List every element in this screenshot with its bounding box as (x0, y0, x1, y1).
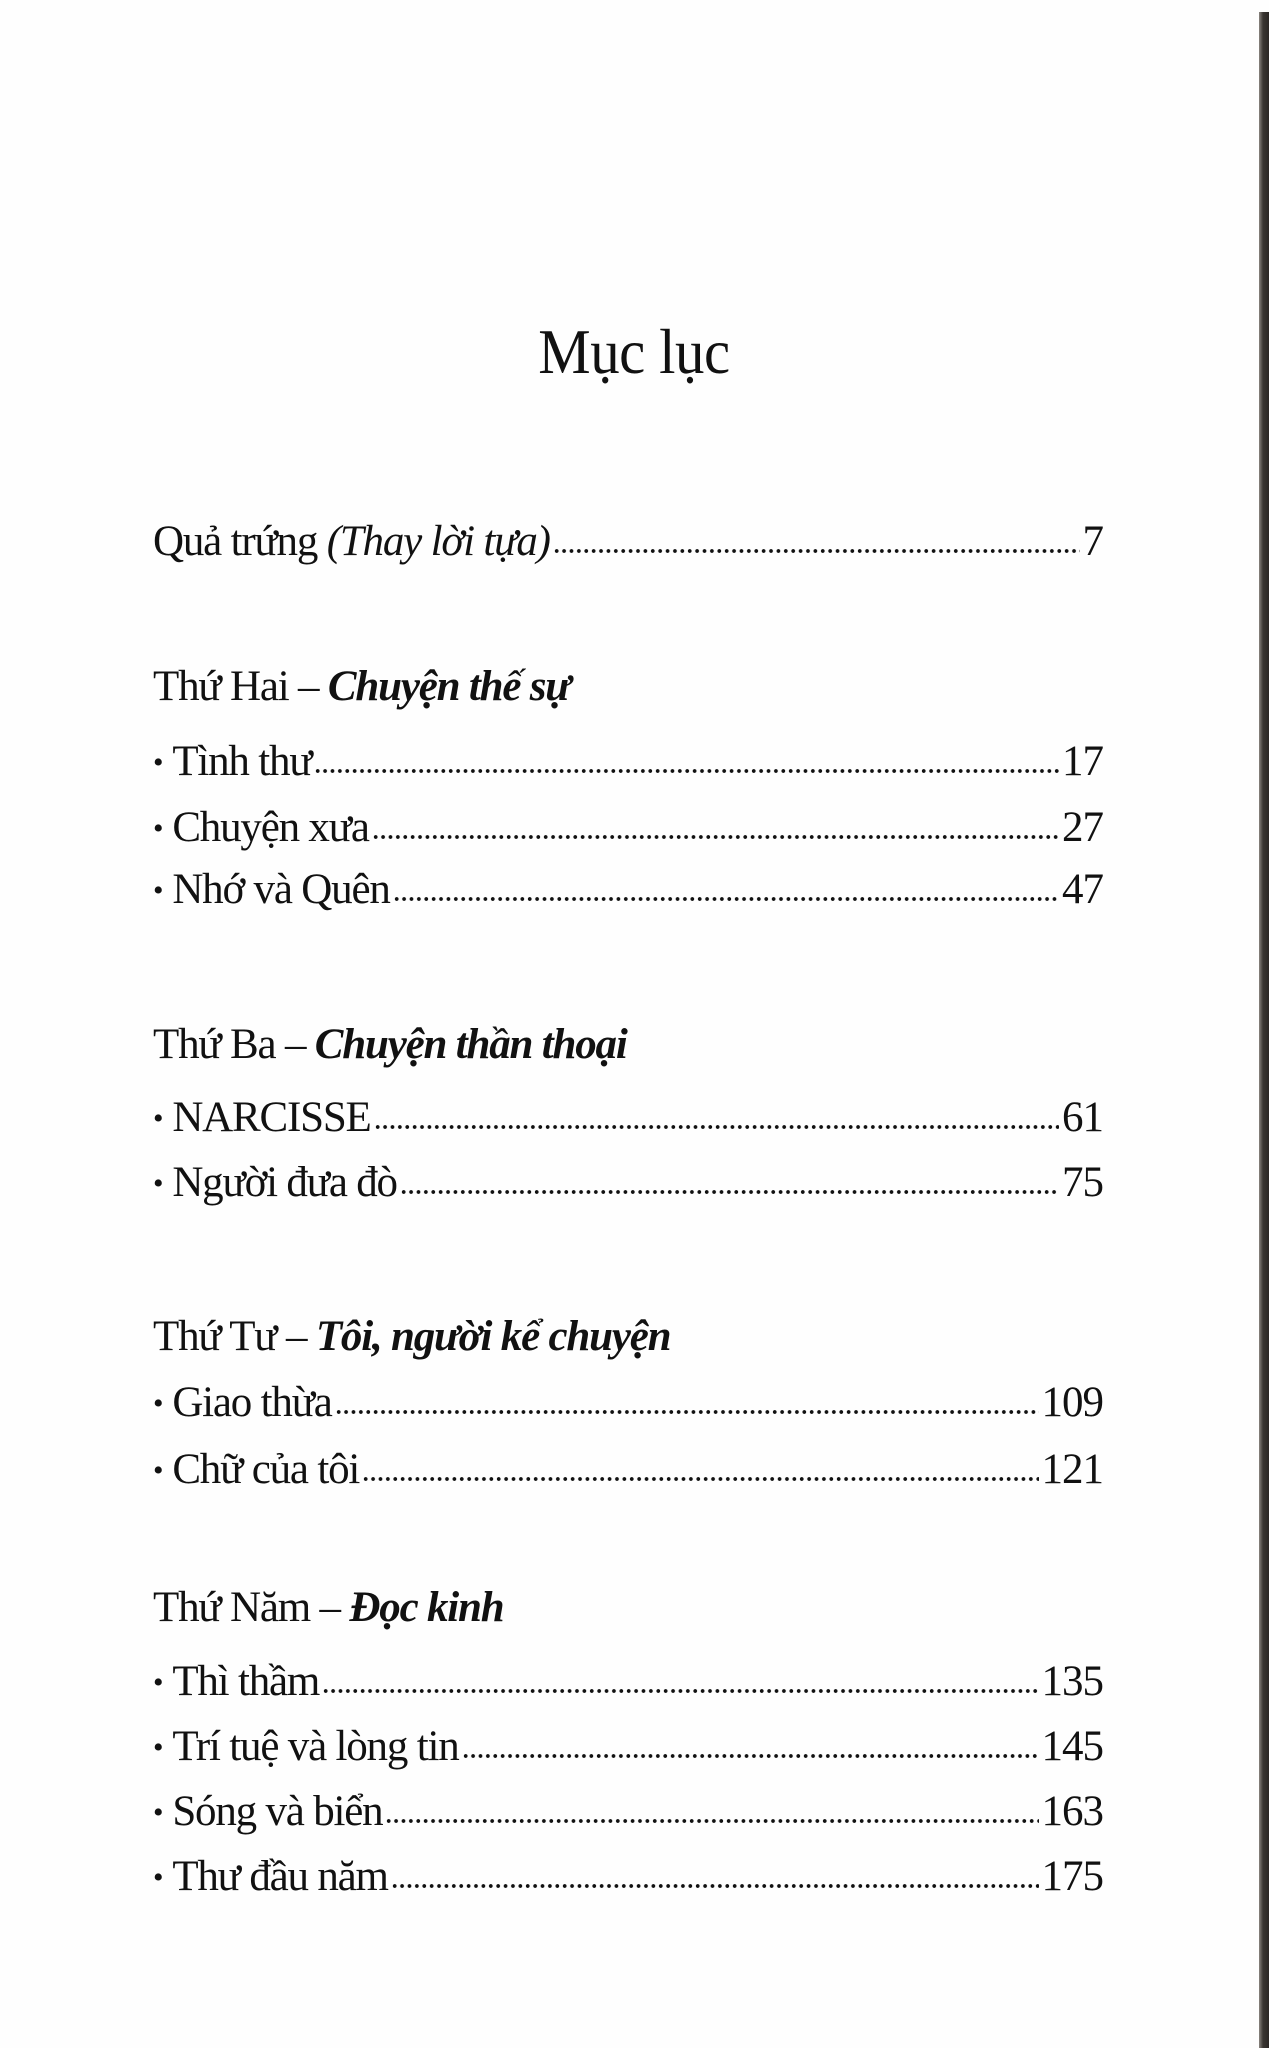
toc-entry-label: • Sóng và biển (153, 1786, 382, 1842)
toc-page-number: 121 (1041, 1446, 1103, 1493)
toc-page-number: 7 (1082, 518, 1103, 565)
section-heading-thu-hai: Thứ Hai – Chuyện thế sự (153, 663, 570, 710)
toc-entry-label: • Thì thầm (153, 1656, 319, 1712)
dot-leader (462, 1754, 1039, 1758)
bullet-icon: • (153, 1666, 163, 1699)
toc-entry-label: • Tình thư (153, 736, 311, 792)
page-edge-shadow (1259, 12, 1269, 2048)
toc-entry[interactable] (153, 1377, 1103, 1429)
toc-page-number: 109 (1041, 1379, 1103, 1426)
bullet-icon: • (153, 1796, 163, 1829)
dot-leader (400, 1190, 1059, 1194)
toc-entry[interactable] (153, 1656, 1103, 1708)
dot-leader (314, 769, 1059, 773)
dot-leader (393, 897, 1059, 901)
page-title: Mục lục (538, 316, 730, 387)
toc-entry[interactable] (153, 802, 1103, 854)
toc-page-number: 75 (1062, 1159, 1103, 1206)
toc-entry-label: Quả trứng (Thay lời tựa) (153, 518, 550, 565)
toc-entry-label: • Thư đầu năm (153, 1851, 388, 1907)
dot-leader (385, 1819, 1038, 1823)
bullet-icon: • (153, 1102, 163, 1135)
bullet-icon: • (153, 874, 163, 907)
toc-entry-label: • Nhớ và Quên (153, 864, 390, 920)
toc-page-number: 163 (1041, 1788, 1103, 1835)
toc-entry-label: • NARCISSE (153, 1092, 371, 1148)
toc-entry[interactable] (153, 1786, 1103, 1838)
toc-page-number: 47 (1062, 866, 1103, 913)
toc-entry-label: • Chữ của tôi (153, 1444, 359, 1500)
dot-leader (322, 1689, 1038, 1693)
section-heading-thu-ba: Thứ Ba – Chuyện thần thoại (153, 1021, 627, 1068)
toc-entry[interactable] (153, 1157, 1103, 1209)
toc-page-number: 61 (1062, 1094, 1103, 1141)
dot-leader (553, 549, 1080, 553)
toc-entry[interactable] (153, 1721, 1103, 1773)
section-heading-thu-tu: Thứ Tư – Tôi, người kể chuyện (153, 1313, 671, 1360)
toc-entry-label: • Trí tuệ và lòng tin (153, 1721, 459, 1777)
toc-entry[interactable] (153, 864, 1103, 916)
toc-page-number: 175 (1041, 1853, 1103, 1900)
toc-entry-label: • Chuyện xưa (153, 802, 369, 858)
dot-leader (372, 835, 1059, 839)
toc-page-number: 27 (1062, 804, 1103, 851)
toc-page-number: 135 (1041, 1658, 1103, 1705)
bullet-icon: • (153, 1454, 163, 1487)
bullet-icon: • (153, 1861, 163, 1894)
toc-page-number: 17 (1062, 738, 1103, 785)
dot-leader (362, 1477, 1038, 1481)
dot-leader (391, 1884, 1039, 1888)
toc-entry-label: • Giao thừa (153, 1377, 332, 1433)
bullet-icon: • (153, 746, 163, 779)
toc-entry-label: • Người đưa đò (153, 1157, 397, 1213)
bullet-icon: • (153, 1731, 163, 1764)
dot-leader (374, 1125, 1059, 1129)
toc-entry-intro[interactable] (153, 516, 1103, 568)
toc-entry[interactable] (153, 1444, 1103, 1496)
toc-entry[interactable] (153, 1092, 1103, 1144)
bullet-icon: • (153, 1167, 163, 1200)
toc-entry[interactable] (153, 736, 1103, 788)
toc-page-number: 145 (1041, 1723, 1103, 1770)
section-heading-thu-nam: Thứ Năm – Đọc kinh (153, 1584, 504, 1631)
bullet-icon: • (153, 812, 163, 845)
toc-entry[interactable] (153, 1851, 1103, 1903)
bullet-icon: • (153, 1387, 163, 1420)
dot-leader (335, 1410, 1039, 1414)
